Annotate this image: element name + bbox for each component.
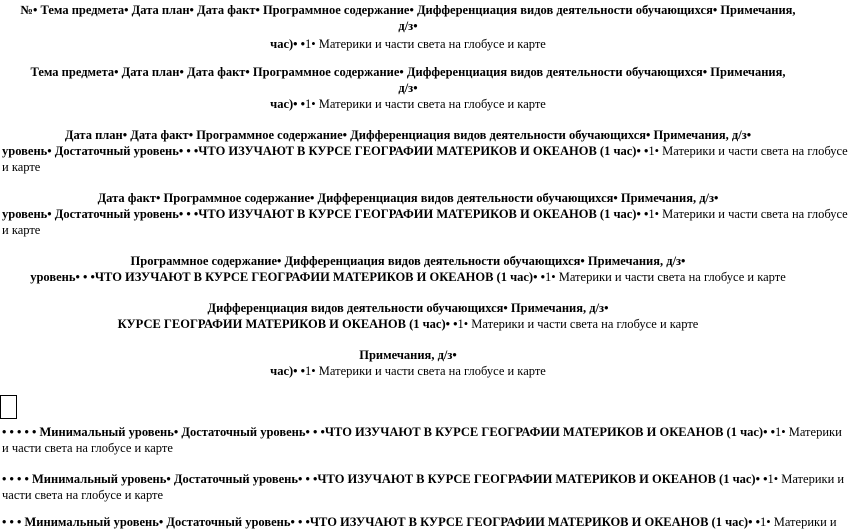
block-2-section: уровень• Достаточный уровень• • •ЧТО ИЗУЧАЮТ В КУРСЕ ГЕОГРАФИИ МАТЕРИКОВ И ОКЕАНОВ (1 час)• • xyxy=(2,144,649,158)
block-0-lesson-title: • Материки и части света на глобусе и карте xyxy=(311,37,546,51)
block-7-lesson-number: 1 xyxy=(774,425,782,439)
block-3-lesson-title: • Материки и части света на глобусе xyxy=(654,207,848,221)
block-9-lesson-number: 1 xyxy=(759,515,767,529)
block-7-lesson-title: • Материки xyxy=(781,425,842,439)
block-8-line-1 xyxy=(2,471,845,487)
block-2-lesson-title-cont: и карте xyxy=(2,160,41,174)
block-0-line-2 xyxy=(0,18,816,34)
block-4-line-1 xyxy=(0,253,816,269)
block-7-levels: • • • • • Минимальный уровень• Достаточный уровень• • •ЧТО ИЗУЧАЮТ В КУРСЕ ГЕОГРАФИИ МАТЕРИКОВ И ОКЕАНОВ (1 час)• • xyxy=(2,425,775,439)
block-4-line-2 xyxy=(0,269,816,285)
block-3-line-2 xyxy=(2,206,848,222)
block-5-section: КУРСЕ ГЕОГРАФИИ МАТЕРИКОВ И ОКЕАНОВ (1 час)• • xyxy=(117,317,458,331)
block-7-lesson-title-cont: и части света на глобусе и карте xyxy=(2,441,173,455)
block-3-lesson-number: 1 xyxy=(648,207,655,221)
block-4-section: уровень• • •ЧТО ИЗУЧАЮТ В КУРСЕ ГЕОГРАФИИ МАТЕРИКОВ И ОКЕАНОВ (1 час)• • xyxy=(30,270,545,284)
block-3-lesson-title-cont: и карте xyxy=(2,223,41,237)
block-9-line-1 xyxy=(2,514,837,530)
block-4-lesson-number: 1 xyxy=(544,270,552,284)
block-5-line-1 xyxy=(0,300,816,316)
block-0-line-1 xyxy=(0,2,816,18)
block-7-line-2 xyxy=(2,440,818,456)
block-9-lesson-title: • Материки и xyxy=(766,515,837,529)
block-1-line-2 xyxy=(0,80,816,96)
block-6-lesson-title: • Материки и части света на глобусе и карте xyxy=(311,364,546,378)
empty-cell-box xyxy=(0,395,17,419)
block-5-line-2 xyxy=(0,316,816,332)
block-0-header-cont: д/з• xyxy=(398,19,418,33)
block-8-lesson-title: • Материки и xyxy=(773,472,845,486)
block-1-lesson-prefix: час)• • xyxy=(270,97,306,111)
block-5-lesson-number: 1 xyxy=(457,317,464,331)
block-6-line-2 xyxy=(0,363,816,379)
block-2-line-2 xyxy=(2,143,848,159)
block-2-header: Дата план• Дата факт• Программное содержание• Дифференциация видов деятельности обучающихся• Примечания, д/з• xyxy=(64,128,752,142)
block-4-lesson-title: • Материки и части света на глобусе и карте xyxy=(551,270,786,284)
block-5-lesson-title: • Материки и части света на глобусе и карте xyxy=(463,317,699,331)
block-8-levels: • • • • Минимальный уровень• Достаточный уровень• • •ЧТО ИЗУЧАЮТ В КУРСЕ ГЕОГРАФИИ МАТЕРИКОВ И ОКЕАНОВ (1 час)• • xyxy=(2,472,768,486)
block-3-line-1 xyxy=(0,190,816,206)
block-2-lesson-number: 1 xyxy=(648,144,655,158)
block-0-line-3 xyxy=(0,36,816,52)
block-1-line-1 xyxy=(0,64,816,80)
block-8-lesson-number: 1 xyxy=(767,472,774,486)
block-8-line-2 xyxy=(2,487,818,503)
block-3-line-3 xyxy=(2,222,818,238)
block-0-lesson-number: 1 xyxy=(305,37,312,51)
block-7-line-1 xyxy=(2,424,842,440)
block-2-line-1 xyxy=(0,127,816,143)
block-8-lesson-title-cont: части света на глобусе и карте xyxy=(2,488,164,502)
block-4-header: Программное содержание• Дифференциация видов деятельности обучающихся• Примечания, д/з• xyxy=(130,254,686,268)
block-0-lesson-prefix: час)• • xyxy=(270,37,306,51)
block-2-lesson-title: • Материки и части света на глобусе xyxy=(654,144,848,158)
block-3-section: уровень• Достаточный уровень• • •ЧТО ИЗУЧАЮТ В КУРСЕ ГЕОГРАФИИ МАТЕРИКОВ И ОКЕАНОВ (1 час)• • xyxy=(2,207,649,221)
block-1-line-3 xyxy=(0,96,816,112)
block-1-header: Тема предмета• Дата план• Дата факт• Программное содержание• Дифференциация видов деятельности обучающихся• Примечания, xyxy=(30,65,786,79)
block-2-line-3 xyxy=(2,159,818,175)
block-6-section: час)• • xyxy=(270,364,306,378)
block-5-header: Дифференциация видов деятельности обучающихся• Примечания, д/з• xyxy=(207,301,609,315)
block-1-header-cont: д/з• xyxy=(398,81,418,95)
block-1-lesson-title: • Материки и части света на глобусе и карте xyxy=(311,97,546,111)
block-6-lesson-number: 1 xyxy=(305,364,312,378)
block-1-lesson-number: 1 xyxy=(305,97,312,111)
block-0-header: №• Тема предмета• Дата план• Дата факт• Программное содержание• Дифференциация видов деятельности обучающихся• Примечания, xyxy=(20,3,796,17)
block-9-levels: • • • Минимальный уровень• Достаточный уровень• • •ЧТО ИЗУЧАЮТ В КУРСЕ ГЕОГРАФИИ МАТЕРИКОВ И ОКЕАНОВ (1 час)• • xyxy=(2,515,760,529)
block-6-header: Примечания, д/з• xyxy=(359,348,457,362)
block-3-header: Дата факт• Программное содержание• Дифференциация видов деятельности обучающихся• Примечания, д/з• xyxy=(97,191,719,205)
block-6-line-1 xyxy=(0,347,816,363)
